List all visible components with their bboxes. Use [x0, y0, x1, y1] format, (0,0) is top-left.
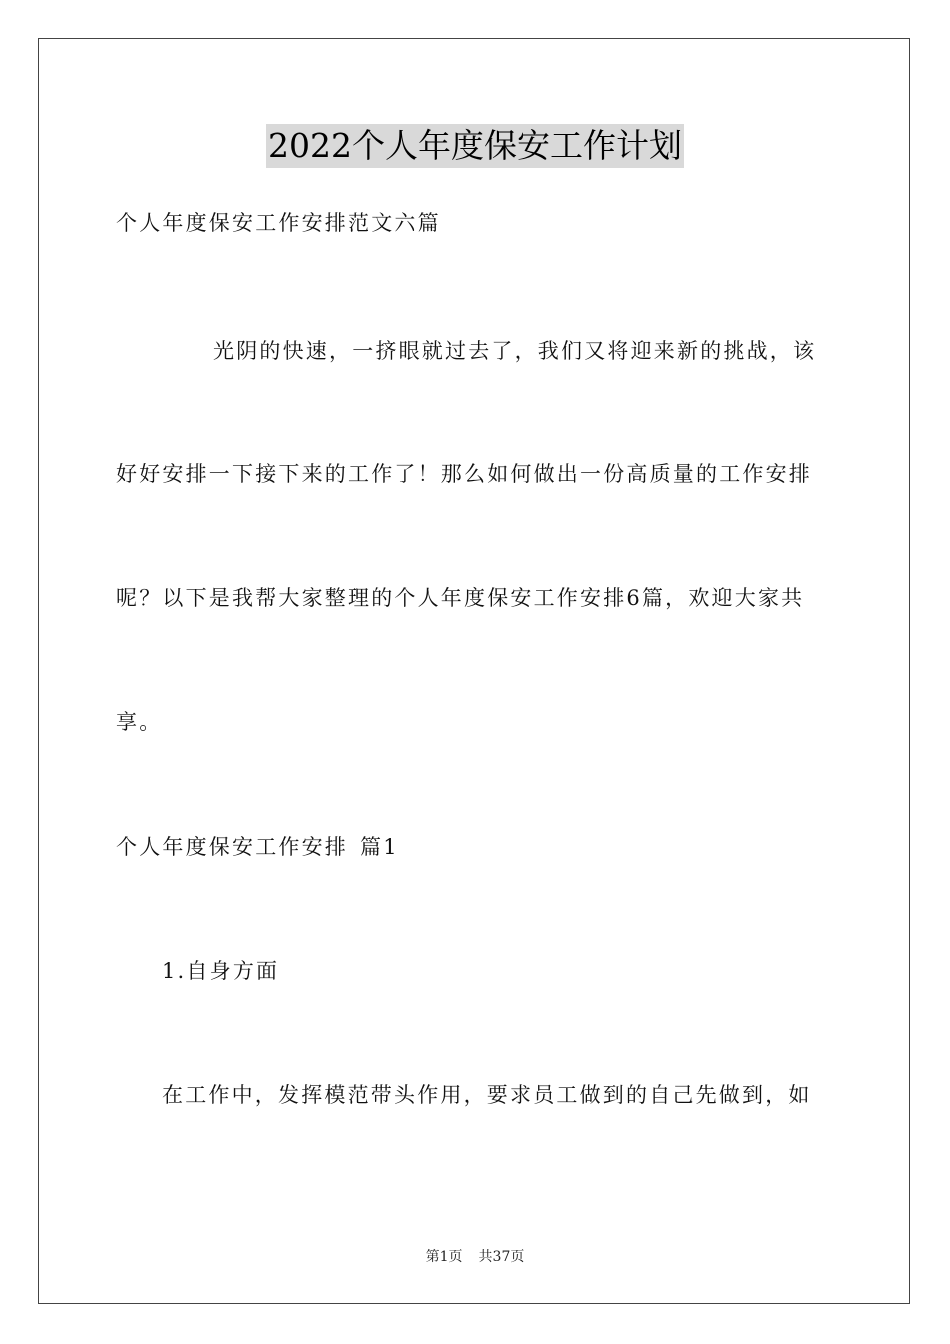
intro-line-4: 享。 — [116, 710, 163, 734]
section-paragraph-line-1: 在工作中，发挥模范带头作用，要求员工做到的自己先做到，如 — [162, 1083, 812, 1107]
intro-line-2: 好好安排一下接下来的工作了！那么如何做出一份高质量的工作安排 — [116, 462, 812, 486]
section-item-heading: 1.自身方面 — [162, 959, 280, 983]
section-heading — [116, 832, 399, 862]
page-current: 第1页 — [425, 1249, 463, 1265]
document-title — [0, 124, 950, 172]
section-number: 篇1 — [360, 835, 399, 859]
document-title-text: 2022个人年度保安工作计划 — [266, 124, 684, 168]
page-footer — [0, 1247, 950, 1267]
intro-line-1: 光阴的快速，一挤眼就过去了，我们又将迎来新的挑战，该 — [213, 339, 817, 363]
page-total: 共37页 — [478, 1249, 525, 1265]
document-subtitle: 个人年度保安工作安排范文六篇 — [116, 211, 441, 235]
intro-line-3: 呢？以下是我帮大家整理的个人年度保安工作安排6篇，欢迎大家共 — [116, 586, 805, 610]
section-heading-text: 个人年度保安工作安排 — [116, 835, 348, 859]
